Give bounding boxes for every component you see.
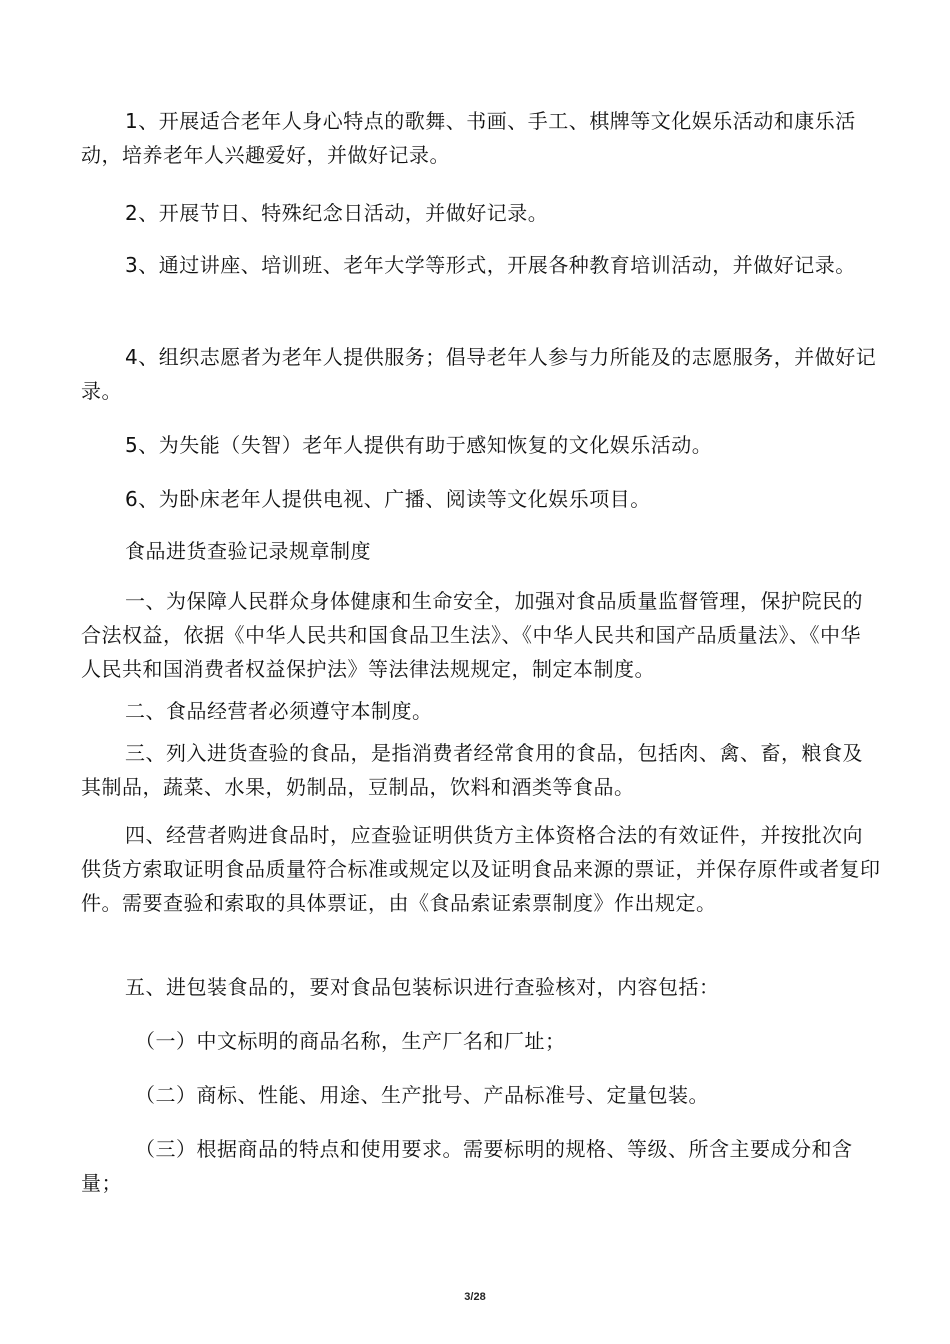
- paragraph-activity-5: 5、为失能（失智）老年人提供有助于感知恢复的文化娱乐活动。: [125, 433, 713, 457]
- paragraph-subitem-2: （二）商标、性能、用途、生产批号、产品标准号、定量包装。: [135, 1083, 709, 1107]
- paragraph-rule-4: 四、经营者购进食品时，应查验证明供货方主体资格合法的有效证件，并按批次向供货方索取证明食品质量符合标准或规定以及证明食品来源的票证，并保存原件或者复印件。需要查验和索取的具体票证，由《食品索证索票制度》作出规定。: [81, 823, 881, 915]
- paragraph-rule-3: 三、列入进货查验的食品，是指消费者经常食用的食品，包括肉、禽、畜，粮食及其制品，蔬菜、水果，奶制品，豆制品，饮料和酒类等食品。: [81, 741, 863, 799]
- paragraph-activity-4: 4、组织志愿者为老年人提供服务；倡导老年人参与力所能及的志愿服务，并做好记录。: [81, 345, 877, 403]
- page-number: 3/28: [464, 1291, 486, 1303]
- paragraph-rule-1: 一、为保障人民群众身体健康和生命安全，加强对食品质量监督管理，保护院民的合法权益，依据《中华人民共和国食品卫生法》、《中华人民共和国产品质量法》、《中华人民共和国消费者权益保护法》等法律法规规定，制定本制度。: [81, 589, 863, 681]
- paragraph-subitem-1: （一）中文标明的商品名称，生产厂名和厂址；: [135, 1029, 566, 1053]
- paragraph-activity-2: 2、开展节日、特殊纪念日活动，并做好记录。: [125, 201, 549, 225]
- paragraph-rule-2: 二、食品经营者必须遵守本制度。: [125, 699, 433, 723]
- paragraph-activity-1: 1、开展适合老年人身心特点的歌舞、书画、手工、棋牌等文化娱乐活动和康乐活动，培养老年人兴趣爱好，并做好记录。: [81, 109, 856, 167]
- section-heading: 食品进货查验记录规章制度: [125, 539, 371, 563]
- paragraph-subitem-3: （三）根据商品的特点和使用要求。需要标明的规格、等级、所含主要成分和含量；: [81, 1137, 853, 1195]
- paragraph-activity-6: 6、为卧床老年人提供电视、广播、阅读等文化娱乐项目。: [125, 487, 651, 511]
- paragraph-rule-5: 五、进包装食品的，要对食品包装标识进行查验核对，内容包括：: [125, 975, 720, 999]
- paragraph-activity-3: 3、通过讲座、培训班、老年大学等形式，开展各种教育培训活动，并做好记录。: [125, 253, 856, 277]
